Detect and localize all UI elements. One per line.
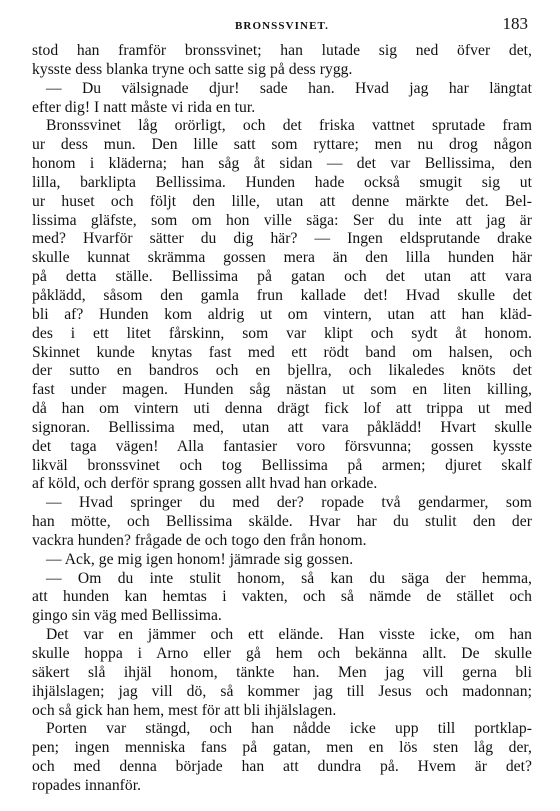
text-line: Porten var stängd, och han nådde icke upp till portklap- [46, 720, 532, 738]
text-line: Det var en jämmer och ett elände. Han visste icke, om han [46, 626, 532, 644]
text-line: påklädd, såsom den gamla frun kallade det! Hvad skulle det [32, 286, 532, 304]
text-line: Bronssvinet låg orörligt, och det friska vattnet sprutade fram [46, 117, 532, 135]
text-line: vackra hunden? frågade de och togo den från honom. [32, 531, 367, 549]
text-line: stod han framför bronssvinet; han lutade sig ned öfver det, [32, 42, 532, 59]
text-line: skulle hoppa i Arno eller gå hem och bekänna allt. De skulle [32, 645, 532, 662]
text-line: des i ett litet fårskinn, som var klipt och sydt åt honom. [32, 324, 532, 342]
text-line: då han om vintern uti denna drägt fick lof att trippa ut med [32, 400, 532, 418]
text-line: att hunden kan hemtas i vakten, och så nämde de stället och [32, 588, 532, 606]
text-line: signoran. Bellissima med, utan att vara påklädd! Hvart skulle [32, 418, 532, 436]
text-line: lissima gläfste, som om hon ville säga: Ser du inte att jag är [32, 211, 532, 229]
text-line: honom i kläderna; han såg åt sidan — det var Bellissima, den [32, 155, 532, 173]
text-line: gingo sin väg med Bellissima. [32, 607, 222, 625]
text-line: — Om du inte stulit honom, så kan du säga der hemma, [46, 569, 532, 587]
text-line: ur huset och följt den lille, utan att denne märkte det. Bel- [32, 192, 532, 210]
text-line: der sutto en bandros och en bjellra, och likaledes knöts det [32, 362, 532, 380]
text-line: Skinnet kunde knytas fast med ett rödt band om halsen, och [32, 343, 532, 361]
text-line: — Ack, ge mig igen honom! jämrade sig gossen. [46, 550, 354, 568]
text-line: likväl bronssvinet och tog Bellissima på armen; djuret skalf [32, 456, 532, 474]
text-line: och så gick han hem, mest för att bli ihjälslagen. [32, 701, 337, 719]
text-line: ur dess mun. Den lille satt som ryttare; men nu drog någon [32, 136, 532, 154]
text-line: säkert slå ihjäl honom, tänkte han. Men jag vill gerna bli [32, 663, 532, 681]
text-line: med? Hvarför sätter du dig här? — Ingen eldsprutande drake [32, 230, 532, 248]
running-head [32, 14, 532, 38]
text-line: han mötte, och Bellissima skälde. Hvar har du stulit den der [32, 513, 532, 531]
text-line: det taga vägen! Alla fantasier voro försvunna; gossen kysste [32, 437, 532, 455]
text-line: skulle kunnat skrämma gossen mera än den lilla hunden här [32, 249, 532, 267]
text-line: kysste dess blanka tryne och satte sig på dess rygg. [32, 60, 353, 78]
running-title: BRONSSVINET. [235, 20, 329, 32]
book-page [32, 14, 532, 796]
text-line: ropades innanför. [32, 776, 142, 794]
text-line: fast under magen. Hunden såg nästan ut som en liten killing, [32, 381, 532, 399]
text-line: af köld, och derför sprang gossen allt hvad han orkade. [32, 475, 378, 493]
text-line: ihjälslagen; jag vill dö, så kommer jag till Jesus och madonnan; [32, 682, 532, 700]
text-line: — Hvad springer du med der? ropade två gendarmer, som [46, 494, 532, 512]
text-line: pen; ingen menniska fans på gatan, men en lös sten låg der, [32, 739, 532, 757]
text-line: efter dig! I natt måste vi rida en tur. [32, 98, 256, 116]
page-number: 183 [502, 14, 528, 33]
text-line: bli af? Hunden kom aldrig ut om vintern, utan att han kläd- [32, 305, 532, 323]
text-line: på detta ställe. Bellissima på gatan och det utan att vara [32, 268, 532, 286]
text-line: lilla, barklipta Bellissima. Hunden hade också smugit sig ut [32, 173, 532, 191]
text-line: och med denna började han att dundra på. Hvem är det? [32, 758, 532, 776]
body-text [32, 42, 532, 796]
text-line: — Du välsignade djur! sade han. Hvad jag har längtat [46, 79, 532, 97]
